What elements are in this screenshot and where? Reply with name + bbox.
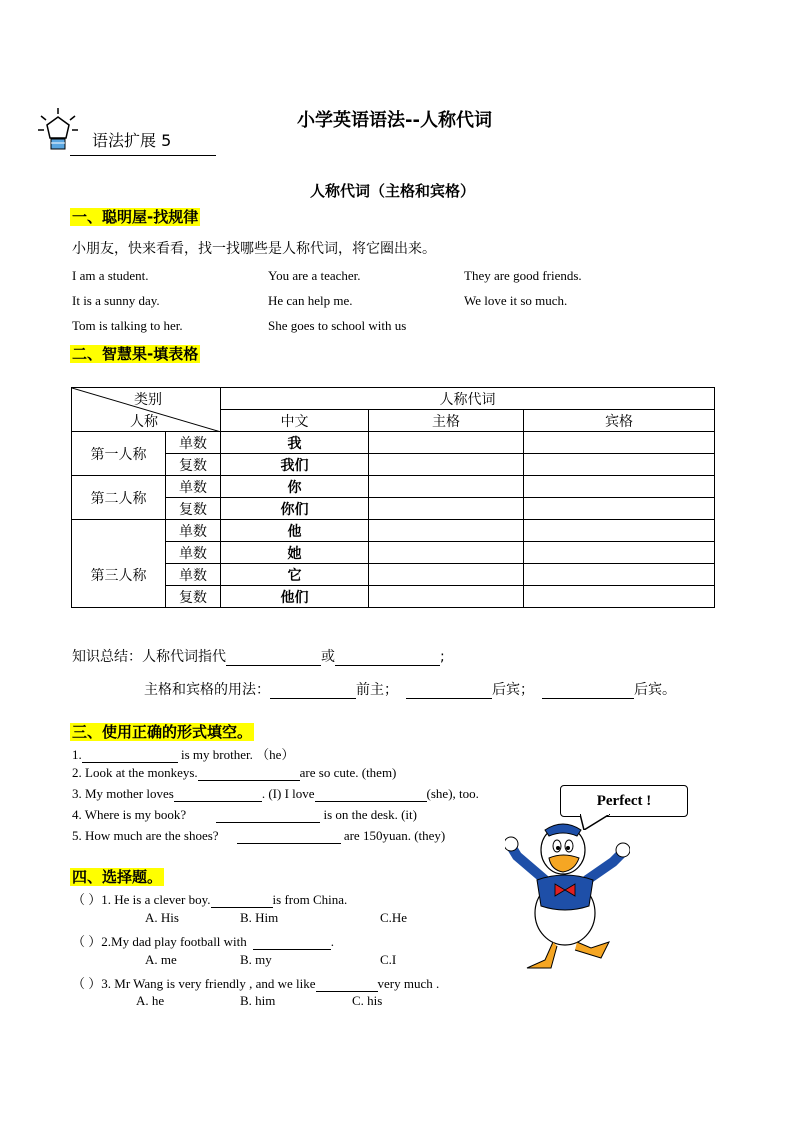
fill-item-4 xyxy=(72,807,417,823)
choice-question-2 xyxy=(72,931,334,950)
page-title: 小学英语语法--人称代词 xyxy=(297,110,492,131)
answer-paren[interactable]: （ ） xyxy=(72,892,102,907)
summary-line-1 xyxy=(72,646,445,666)
summary-text: 或 xyxy=(321,649,335,665)
question-text: . xyxy=(330,934,335,949)
number-cell: 单数 xyxy=(166,564,221,586)
summary-text: 知识总结：人称代词指代 xyxy=(72,649,226,665)
answer-blank[interactable] xyxy=(226,651,321,666)
chinese-cell: 它 xyxy=(221,564,369,586)
subject-blank[interactable] xyxy=(369,476,524,498)
question-text: very much . xyxy=(377,976,440,991)
chinese-cell: 我 xyxy=(221,432,369,454)
option[interactable]: C.He xyxy=(380,910,408,925)
diag-top-label: 类别 xyxy=(134,392,162,408)
sentence: Tom is talking to her. xyxy=(72,318,183,333)
section3-heading xyxy=(70,721,254,742)
subject-blank[interactable] xyxy=(369,586,524,608)
sentence: It is a sunny day. xyxy=(72,293,160,308)
sentence: We love it so much. xyxy=(464,293,568,308)
fill-item-5 xyxy=(72,828,445,844)
fill-item-3 xyxy=(72,786,479,802)
answer-blank[interactable] xyxy=(216,808,320,823)
item-text: 3. My mother loves xyxy=(72,786,174,801)
summary-text: 后宾。 xyxy=(634,682,676,698)
summary-line-2 xyxy=(144,679,676,699)
section1-heading xyxy=(70,206,200,227)
summary-text: 后宾； xyxy=(492,682,534,698)
answer-blank[interactable] xyxy=(315,787,427,802)
answer-blank[interactable] xyxy=(406,684,492,699)
col-object: 宾格 xyxy=(524,410,715,432)
option[interactable]: B. Him xyxy=(240,910,279,925)
person-third: 第三人称 xyxy=(72,520,166,608)
col-chinese: 中文 xyxy=(221,410,369,432)
answer-blank[interactable] xyxy=(237,829,341,844)
item-text: is my brother. （he） xyxy=(177,747,295,762)
chinese-cell: 你 xyxy=(221,476,369,498)
person-first: 第一人称 xyxy=(72,432,166,476)
answer-blank[interactable] xyxy=(542,684,634,699)
section1-heading-text: 一、聪明屋-找规律 xyxy=(72,208,199,226)
choice-question-3 xyxy=(72,973,439,992)
question-text: is from China. xyxy=(272,892,348,907)
option[interactable]: A. me xyxy=(145,952,177,967)
object-blank[interactable] xyxy=(524,564,715,586)
section1-instruction: 小朋友，快来看看，找一找哪些是人称代词，将它圈出来。 xyxy=(72,241,436,257)
item-text: . (I) I love xyxy=(261,786,315,801)
object-blank[interactable] xyxy=(524,476,715,498)
question-text: 1. He is a clever boy. xyxy=(101,892,211,907)
subject-blank[interactable] xyxy=(369,432,524,454)
answer-paren[interactable]: （ ） xyxy=(72,976,102,991)
section4-heading-text: 四、选择题。 xyxy=(72,868,163,886)
chinese-cell: 我们 xyxy=(221,454,369,476)
question-text: 2.My dad play football with xyxy=(101,934,247,949)
item-text: are 150yuan. (they) xyxy=(340,828,446,843)
answer-blank[interactable] xyxy=(174,787,262,802)
choice-question-1 xyxy=(72,889,347,908)
sentence: She goes to school with us xyxy=(268,318,407,333)
answer-paren[interactable]: （ ） xyxy=(72,934,102,949)
item-text: is on the desk. (it) xyxy=(320,807,417,822)
answer-blank[interactable] xyxy=(82,748,178,763)
number-cell: 单数 xyxy=(166,542,221,564)
item-text: 5. How much are the shoes? xyxy=(72,828,219,843)
chinese-cell: 他 xyxy=(221,520,369,542)
answer-blank[interactable] xyxy=(253,935,331,950)
number-cell: 单数 xyxy=(166,476,221,498)
option[interactable]: A. His xyxy=(145,910,179,925)
chinese-cell: 她 xyxy=(221,542,369,564)
lightbulb-icon xyxy=(38,108,78,152)
number-cell: 复数 xyxy=(166,454,221,476)
tag-underline xyxy=(70,155,216,156)
section2-heading-text: 二、智慧果-填表格 xyxy=(72,345,199,363)
sentence: They are good friends. xyxy=(464,268,582,283)
answer-blank[interactable] xyxy=(198,766,300,781)
option[interactable]: A. he xyxy=(136,993,165,1008)
col-subject: 主格 xyxy=(369,410,524,432)
item-text: 1. xyxy=(72,747,82,762)
sentence: You are a teacher. xyxy=(268,268,361,283)
subject-blank[interactable] xyxy=(369,542,524,564)
fill-item-2 xyxy=(72,765,396,781)
answer-blank[interactable] xyxy=(335,651,440,666)
option[interactable]: C.I xyxy=(380,952,397,967)
sentence: He can help me. xyxy=(268,293,353,308)
object-blank[interactable] xyxy=(524,520,715,542)
answer-blank[interactable] xyxy=(211,893,273,908)
group-header: 人称代词 xyxy=(221,388,715,410)
donald-duck-illustration xyxy=(505,818,630,970)
lesson-tag: 语法扩展 5 xyxy=(92,131,172,150)
chinese-cell: 他们 xyxy=(221,586,369,608)
object-blank[interactable] xyxy=(524,432,715,454)
item-text: are so cute. (them) xyxy=(299,765,397,780)
number-cell: 单数 xyxy=(166,520,221,542)
object-blank[interactable] xyxy=(524,542,715,564)
item-text: 4. Where is my book? xyxy=(72,807,187,822)
subject-blank[interactable] xyxy=(369,454,524,476)
summary-text: ; xyxy=(440,649,445,665)
pronoun-table xyxy=(71,387,715,608)
chinese-cell: 你们 xyxy=(221,498,369,520)
sentence: I am a student. xyxy=(72,268,149,283)
number-cell: 复数 xyxy=(166,498,221,520)
item-text: (she), too. xyxy=(426,786,479,801)
answer-blank[interactable] xyxy=(270,684,356,699)
item-text: 2. Look at the monkeys. xyxy=(72,765,198,780)
subject-blank[interactable] xyxy=(369,498,524,520)
subject-blank[interactable] xyxy=(369,520,524,542)
fill-item-1 xyxy=(72,744,294,763)
section4-heading xyxy=(70,866,164,887)
summary-text: 前主； xyxy=(356,682,398,698)
subject-blank[interactable] xyxy=(369,564,524,586)
person-second: 第二人称 xyxy=(72,476,166,520)
object-blank[interactable] xyxy=(524,454,715,476)
section2-heading xyxy=(70,343,200,364)
option[interactable]: B. my xyxy=(240,952,272,967)
number-cell: 单数 xyxy=(166,432,221,454)
summary-text: 主格和宾格的用法： xyxy=(144,682,270,698)
speech-bubble: Perfect ! xyxy=(560,785,688,817)
option[interactable]: B. him xyxy=(240,993,276,1008)
diag-bottom-label: 人称 xyxy=(130,414,158,430)
question-text: 3. Mr Wang is very friendly , and we like xyxy=(101,976,316,991)
number-cell: 复数 xyxy=(166,586,221,608)
answer-blank[interactable] xyxy=(316,977,378,992)
section3-heading-text: 三、使用正确的形式填空。 xyxy=(72,723,253,741)
diagonal-header-cell xyxy=(72,388,221,432)
object-blank[interactable] xyxy=(524,586,715,608)
page-subtitle: 人称代词（主格和宾格） xyxy=(310,182,476,200)
object-blank[interactable] xyxy=(524,498,715,520)
option[interactable]: C. his xyxy=(352,993,383,1008)
